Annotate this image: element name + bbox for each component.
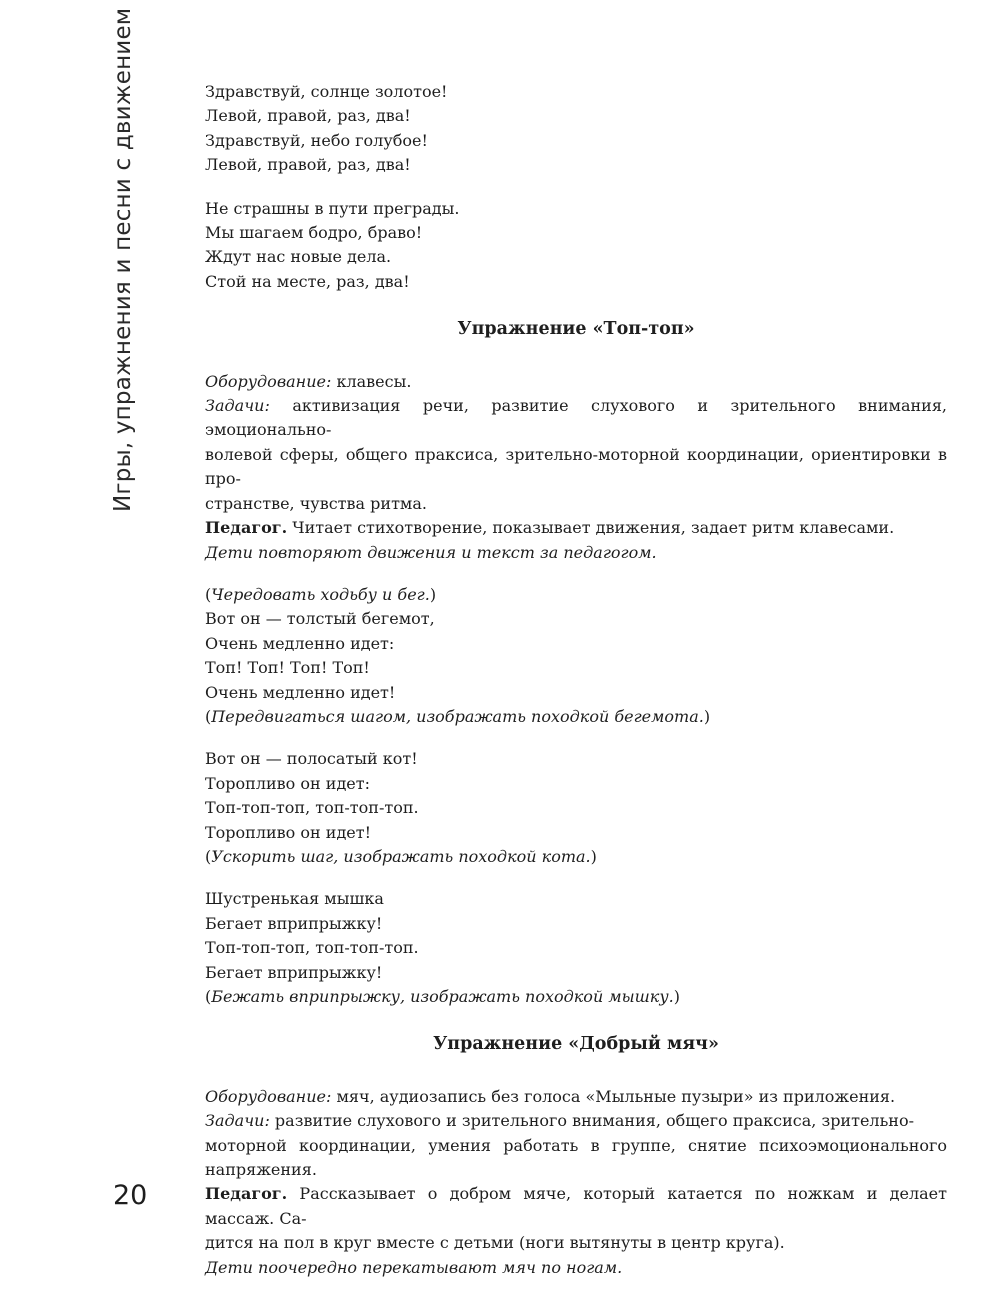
verse-line: Стой на месте, раз, два! [205, 271, 410, 291]
children-paragraph [205, 1256, 947, 1280]
verse-line: Бегает вприпрыжку! [205, 913, 383, 933]
teacher-paragraph [205, 516, 947, 540]
verse-line: Топ-топ-топ, топ-топ-топ. [205, 798, 419, 818]
verse-line: Топ-топ-топ, топ-топ-топ. [205, 938, 419, 958]
verse-line: Торопливо он идет: [205, 773, 371, 793]
equipment-paragraph [205, 1085, 947, 1109]
tasks-text: активизация речи, развитие слухового и зрительного внимания, эмоционально- [205, 396, 947, 440]
tasks-label: Задачи: [205, 396, 270, 416]
exercise-1-description [205, 370, 947, 565]
running-header: Игры, упражнения и песни с движением [110, 7, 136, 512]
equipment-text: мяч, аудиозапись без голоса «Мыльные пузыри» из приложения. [331, 1086, 896, 1106]
stage-direction: (Бежать вприпрыжку, изображать походкой мышку.) [205, 987, 680, 1006]
teacher-label: Педагог. [205, 518, 288, 538]
children-paragraph [205, 541, 947, 565]
stage-direction: (Передвигаться шагом, изображать походкой бегемота.) [205, 706, 711, 726]
verse-line: Вот он — толстый бегемот, [205, 609, 435, 629]
equipment-label: Оборудование: [205, 371, 332, 391]
song-stanza-2 [205, 747, 947, 869]
page-content [205, 80, 947, 1298]
teacher-text: Рассказывает о добром мяче, который катается по ножкам и делает массаж. Са- [205, 1184, 947, 1228]
exercise-1-heading: Упражнение «Топ-топ» [457, 319, 695, 340]
verse-line: Вот он — полосатый кот! [205, 749, 418, 769]
tasks-paragraph [205, 1109, 947, 1182]
tasks-label: Задачи: [205, 1111, 270, 1131]
verse-line: Не страшны в пути преграды. [205, 198, 460, 218]
verse-line: Очень медленно идет! [205, 682, 396, 702]
stage-direction: (Чередовать ходьбу и бег.) [205, 584, 437, 604]
verse-line: Топ! Топ! Топ! Топ! [205, 658, 370, 678]
page-number: 20 [113, 1180, 148, 1211]
tasks-paragraph [205, 394, 947, 516]
exercise-2-heading: Упражнение «Добрый мяч» [433, 1034, 719, 1055]
equipment-paragraph [205, 370, 947, 394]
exercise-2-description [205, 1085, 947, 1280]
intro-stanza-1 [205, 80, 947, 178]
teacher-label: Педагог. [205, 1184, 288, 1204]
tasks-text: странстве, чувства ритма. [205, 493, 427, 513]
equipment-label: Оборудование: [205, 1086, 332, 1106]
teacher-paragraph [205, 1182, 947, 1255]
verse-line: Левой, правой, раз, два! [205, 106, 411, 126]
verse-line: Торопливо он идет! [205, 822, 372, 842]
verse-line: Бегает вприпрыжку! [205, 962, 383, 982]
song-stanza-1 [205, 583, 947, 729]
children-text: Дети поочередно перекатывают мяч по ногам. [205, 1257, 623, 1277]
verse-line: Левой, правой, раз, два! [205, 155, 411, 175]
tasks-text: волевой сферы, общего праксиса, зрительно-моторной координации, ориентировки в про- [205, 444, 947, 489]
tasks-text: моторной координации, умения работать в группе, снятие психоэмоционального напряжения. [205, 1135, 947, 1180]
verse-line: Шустренькая мышка [205, 889, 384, 909]
verse-line: Очень медленно идет: [205, 633, 395, 653]
verse-line: Мы шагаем бодро, браво! [205, 223, 423, 243]
verse-line: Здравствуй, небо голубое! [205, 130, 428, 150]
verse-line: Ждут нас новые дела. [205, 247, 392, 267]
equipment-text: клавесы. [331, 371, 412, 391]
teacher-text: Читает стихотворение, показывает движения, задает ритм клавесами. [287, 518, 895, 538]
stage-direction: (Ускорить шаг, изображать походкой кота.) [205, 846, 597, 866]
tasks-text: развитие слухового и зрительного внимания, общего праксиса, зрительно- [269, 1111, 914, 1131]
song-stanza-3 [205, 887, 947, 1009]
teacher-text: дится на пол в круг вместе с детьми (ноги вытянуты в центр круга). [205, 1233, 785, 1253]
children-text: Дети повторяют движения и текст за педагогом. [205, 542, 657, 562]
verse-line: Здравствуй, солнце золотое! [205, 82, 448, 101]
intro-stanza-2 [205, 197, 947, 295]
